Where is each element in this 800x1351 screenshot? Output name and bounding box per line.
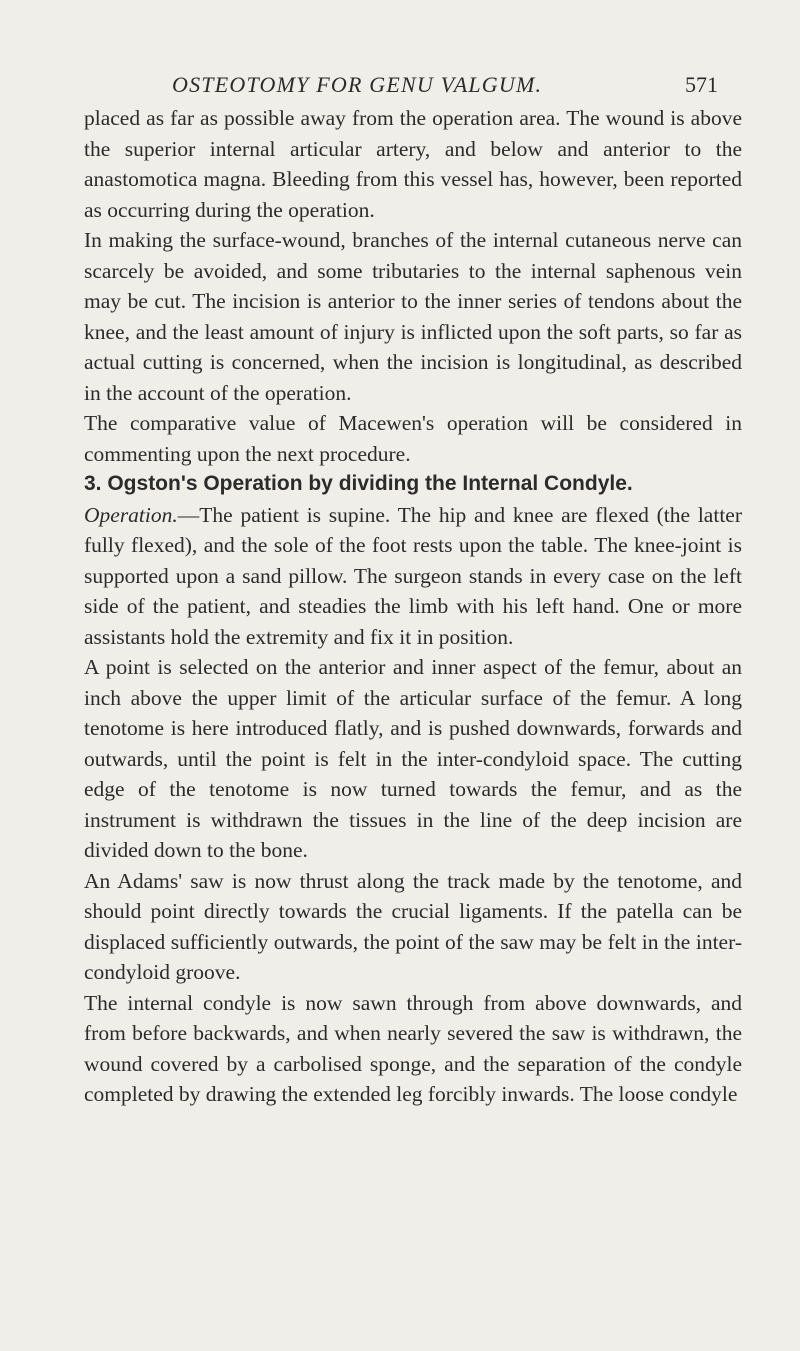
paragraph: The internal condyle is now sawn through from above downwards, and from before backwards, and when nearly severed the saw is withdrawn, the wound covered by a carbolised sponge, and the separation of the condyle completed by drawing the extended leg forcibly inwards. The loose condyle xyxy=(84,990,742,1106)
paragraph: In making the surface-wound, branches of the internal cutaneous nerve can scarcely be avoided, and some tributaries to the internal saphenous vein may be cut. The incision is anterior to the inner series of tendons about the knee, and the least amount of injury is inflicted upon the soft parts, so far as actual cutting is concerned, when the incision is longitudinal, as described in the account of the operation. xyxy=(84,228,742,405)
paragraph-label: Operation. xyxy=(84,502,178,527)
paragraph xyxy=(84,500,742,653)
paragraph: The comparative value of Macewen's operation will be considered in commenting upon the next procedure. xyxy=(84,411,742,466)
paragraph: placed as far as possible away from the operation area. The wound is above the superior internal articular artery, and below and anterior to the anastomotica magna. Bleeding from this vessel has, however, been reported as occurring during the operation. xyxy=(84,106,742,222)
page-number: 571 xyxy=(685,72,718,97)
section-heading: 3. Ogston's Operation by dividing the Internal Condyle. xyxy=(84,472,633,495)
paragraph: A point is selected on the anterior and inner aspect of the femur, about an inch above the upper limit of the articular surface of the femur. A long tenotome is here introduced flatly, and is pushed downwards, forwards and outwards, until the point is felt in the inter-condyloid space. The cutting edge of the tenotome is now turned towards the femur, and as the instrument is withdrawn the tissues in the line of the deep incision are divided down to the bone. xyxy=(84,655,742,862)
body-text xyxy=(84,103,742,1110)
running-title: OSTEOTOMY FOR GENU VALGUM. xyxy=(172,72,543,97)
paragraph: An Adams' saw is now thrust along the track made by the tenotome, and should point directly towards the crucial ligaments. If the patella can be displaced sufficiently outwards, the point of the saw may be felt in the inter-condyloid groove. xyxy=(84,868,742,984)
paragraph-text: —The patient is supine. The hip and knee are flexed (the latter fully flexed), and the sole of the foot rests upon the table. The knee-joint is supported upon a sand pillow. The surgeon stands in every case on the left side of the patient, and steadies the limb with his left hand. One or more assistants hold the extremity and fix it in position. xyxy=(84,502,742,649)
